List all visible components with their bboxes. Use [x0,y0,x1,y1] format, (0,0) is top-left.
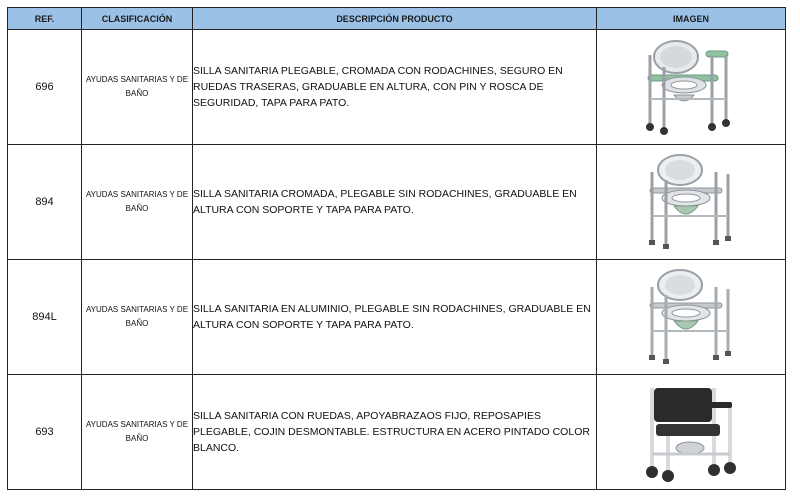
commode-chair-wheels-icon [636,37,746,137]
classification-cell: AYUDAS SANITARIAS Y DE BAÑO [82,145,193,260]
table-row [8,30,786,145]
classification-cell: AYUDAS SANITARIAS Y DE BAÑO [82,260,193,375]
ref-cell: 693 [8,375,82,490]
image-cell [597,145,786,260]
classification-cell: AYUDAS SANITARIAS Y DE BAÑO [82,375,193,490]
description-cell: SILLA SANITARIA CON RUEDAS, APOYABRAZAOS FIJO, REPOSAPIES PLEGABLE, COJIN DESMONTABLE. ESTRUCTURA EN ACERO PINTADO COLOR BLANCO. [193,375,597,490]
description-cell: SILLA SANITARIA CROMADA, PLEGABLE SIN RODACHINES, GRADUABLE EN ALTURA CON SOPORTE Y TAPA PARA PATO. [193,145,597,260]
image-cell [597,375,786,490]
header-classification: CLASIFICACIÓN [82,8,193,30]
image-cell [597,30,786,145]
header-description: DESCRIPCIÓN PRODUCTO [193,8,597,30]
ref-cell: 696 [8,30,82,145]
table-row [8,375,786,490]
ref-cell: 894 [8,145,82,260]
commode-chair-aluminum-icon [636,267,746,367]
header-ref: REF. [8,8,82,30]
header-row [8,8,786,30]
description-cell: SILLA SANITARIA PLEGABLE, CROMADA CON RODACHINES, SEGURO EN RUEDAS TRASERAS, GRADUABLE EN ALTURA, CON PIN Y ROSCA DE SEGURIDAD, TAPA PARA PATO. [193,30,597,145]
description-cell: SILLA SANITARIA EN ALUMINIO, PLEGABLE SIN RODACHINES, GRADUABLE EN ALTURA CON SOPORTE Y TAPA PARA PATO. [193,260,597,375]
ref-cell: 894L [8,260,82,375]
table-row [8,260,786,375]
commode-chair-icon [636,152,746,252]
wheeled-commode-chair-icon [636,380,746,484]
table-row [8,145,786,260]
header-image: IMAGEN [597,8,786,30]
image-cell [597,260,786,375]
classification-cell: AYUDAS SANITARIAS Y DE BAÑO [82,30,193,145]
product-table [7,7,786,490]
